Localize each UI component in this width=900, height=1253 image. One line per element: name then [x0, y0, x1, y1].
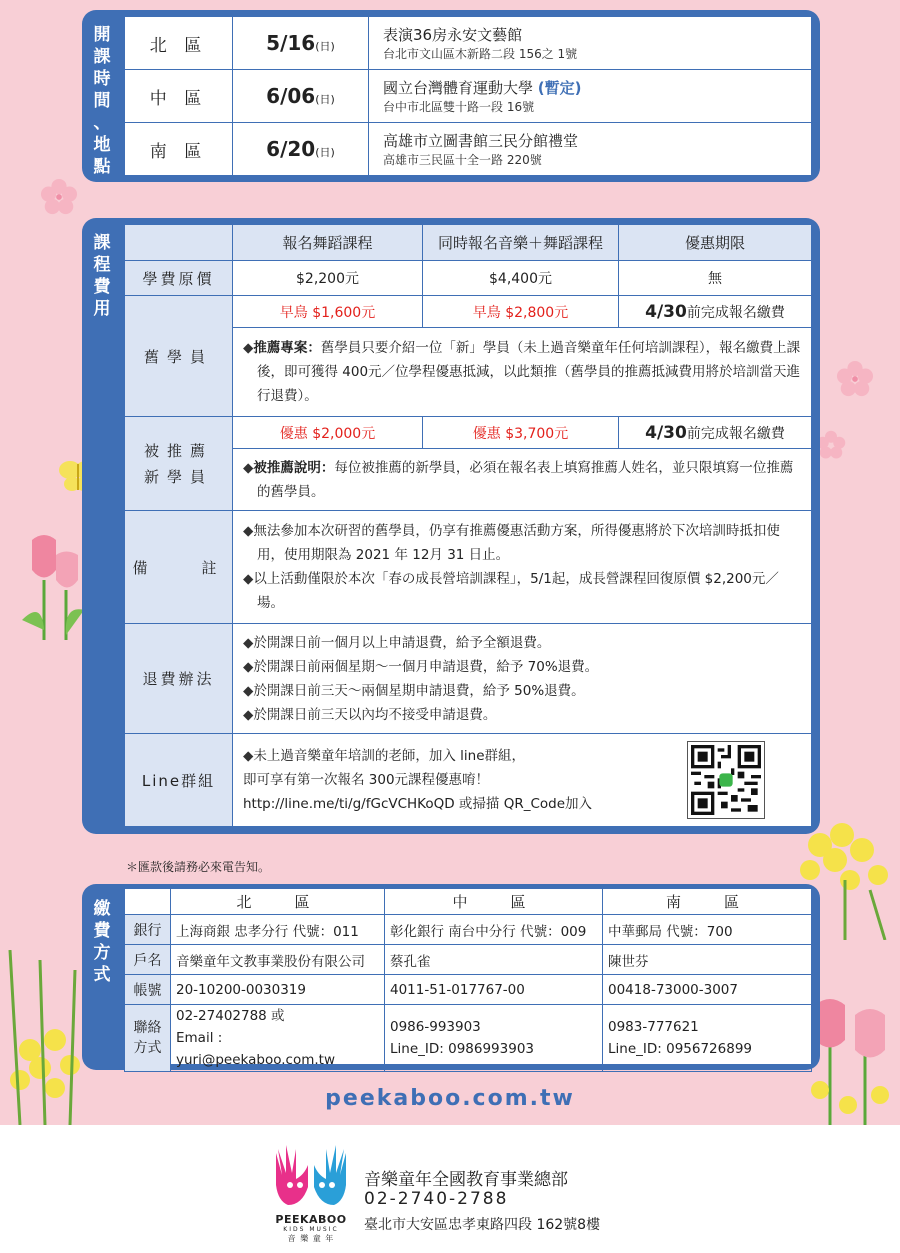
table-row — [125, 417, 812, 449]
table-row — [125, 915, 812, 945]
venue-cell: 國立台灣體育運動大學 (暫定) 台中市北區雙十路一段 16號 — [369, 70, 812, 123]
deadline-cell: 4/30前完成報名繳費 — [619, 417, 812, 449]
email-link[interactable]: Email : yuri@peekaboo.com.tw — [176, 1030, 335, 1068]
table-cell: 蔡孔雀 — [385, 945, 603, 975]
row-label: 備 註 — [125, 511, 233, 624]
note-cell: ◆被推薦說明：每位被推薦的新學員，必須在報名表上填寫推薦人姓名，並只限填寫一位推薦的舊學員。 — [233, 449, 812, 511]
column-header: 同時報名音樂＋舞蹈課程 — [423, 225, 619, 261]
line-group-cell: ◆未上過音樂童年培訓的老師，加入 line群組， 即可享有第一次報名 300元課程優惠唷！ http://line.me/ti/g/fGcVCHKoQD 或掃描 QR_Code加入 — [233, 734, 812, 827]
table-cell: 20-10200-0030319 — [171, 975, 385, 1005]
venue-cell: 高雄市立圖書館三民分館禮堂 高雄市三民區十全一路 220號 — [369, 123, 812, 176]
cherry-blossom-icon — [836, 360, 874, 398]
row-label: 聯絡 方式 — [125, 1005, 171, 1072]
org-phone: 02-2740-2788 — [364, 1189, 509, 1209]
tentative-label: (暫定) — [537, 79, 582, 97]
region-cell: 北 區 — [125, 17, 233, 70]
deadline-cell: 無 — [619, 261, 812, 296]
row-label: 學費原價 — [125, 261, 233, 296]
table-row — [125, 17, 812, 70]
table-row — [125, 734, 812, 827]
table-row — [125, 225, 812, 261]
date-cell: 5/16(日) — [233, 17, 369, 70]
row-label: 退費辦法 — [125, 624, 233, 734]
note-cell: ◆推薦專案：舊學員只要介紹一位「新」學員（未上過音樂童年任何培訓課程），報名繳費上課後，即可獲得 400元／位學程優惠抵減，以此類推（舊學員的推薦抵減費用將於培訓當天進行退費）。 — [233, 328, 812, 417]
fees-tab-label: 課 程 費 用 — [93, 233, 111, 319]
table-row — [125, 1005, 812, 1072]
footer — [0, 1125, 900, 1253]
price-cell: $2,200元 — [233, 261, 423, 296]
column-header: 報名舞蹈課程 — [233, 225, 423, 261]
region-cell: 中 區 — [125, 70, 233, 123]
table-cell: 4011-51-017767-00 — [385, 975, 603, 1005]
line-group-link[interactable]: http://line.me/ti/g/fGcVCHKoQD 或掃描 QR_Code加入 — [243, 796, 593, 812]
payment-tab-label: 繳 費 方 式 — [93, 899, 111, 985]
payment-panel — [82, 884, 820, 1070]
schedule-panel — [82, 10, 820, 182]
schedule-table — [124, 16, 812, 176]
row-label: 銀行 — [125, 915, 171, 945]
org-name: 音樂童年全國教育事業總部 — [364, 1170, 568, 1190]
qr-code-icon[interactable] — [687, 741, 765, 819]
table-cell: 02-27402788 或 Email : yuri@peekaboo.com.tw — [171, 1005, 385, 1072]
table-row — [125, 296, 812, 328]
price-cell: $4,400元 — [423, 261, 619, 296]
payment-table — [124, 888, 812, 1072]
table-row — [125, 889, 812, 915]
column-header: 北 區 — [171, 889, 385, 915]
region-cell: 南 區 — [125, 123, 233, 176]
row-label: Line群組 — [125, 734, 233, 827]
column-header: 中 區 — [385, 889, 603, 915]
hands-logo-icon — [268, 1135, 354, 1209]
remittance-remark: ＊匯款後請務必來電告知。 — [126, 860, 271, 874]
table-cell: 00418-73000-3007 — [603, 975, 812, 1005]
table-row — [125, 123, 812, 176]
venue-cell: 表演36房永安文藝館 台北市文山區木新路二段 156之 1號 — [369, 17, 812, 70]
note-cell: ◆無法參加本次研習的舊學員，仍享有推薦優惠活動方案，所得優惠將於下次培訓時抵扣使用，使用期限為 2021 年 12月 31 日止。 ◆以上活動僅限於本次「春の成長營培訓課程」，5/1起，成長營課程回復原價 $2,200元／場。 — [233, 511, 812, 624]
note-cell: ◆於開課日前一個月以上申請退費，給予全額退費。 ◆於開課日前兩個星期～一個月申請退費，給予 70%退費。 ◆於開課日前三天～兩個星期申請退費，給予 50%退費。 ◆於開課日前三天以內均不接受申請退費。 — [233, 624, 812, 734]
table-row — [125, 624, 812, 734]
row-label: 戶名 — [125, 945, 171, 975]
column-header: 南 區 — [603, 889, 812, 915]
table-row — [125, 945, 812, 975]
table-cell: 彰化銀行 南台中分行 代號：009 — [385, 915, 603, 945]
price-cell: 早鳥 $2,800元 — [423, 296, 619, 328]
deadline-cell: 4/30前完成報名繳費 — [619, 296, 812, 328]
price-cell: 優惠 $2,000元 — [233, 417, 423, 449]
row-label: 被推薦 新學員 — [125, 417, 233, 511]
table-row — [125, 511, 812, 624]
fees-table — [124, 224, 812, 827]
peekaboo-logo: PEEKABOO KIDS MUSIC 音 樂 童 年 — [268, 1135, 354, 1245]
table-row — [125, 261, 812, 296]
table-cell: 上海商銀 忠孝分行 代號：011 — [171, 915, 385, 945]
table-row — [125, 975, 812, 1005]
schedule-tab-label: 開 課 時 間 、 地 點 — [93, 25, 111, 177]
row-label: 舊學員 — [125, 296, 233, 417]
table-cell: 0983-777621 Line_ID: 0956726899 — [603, 1005, 812, 1072]
cherry-blossom-icon — [816, 430, 846, 460]
date-cell: 6/06(日) — [233, 70, 369, 123]
cherry-blossom-icon — [40, 178, 78, 216]
table-cell: 陳世芬 — [603, 945, 812, 975]
website-link[interactable]: peekaboo.com.tw — [325, 1086, 575, 1111]
table-cell: 音樂童年文教事業股份有限公司 — [171, 945, 385, 975]
price-cell: 優惠 $3,700元 — [423, 417, 619, 449]
table-cell: 中華郵局 代號：700 — [603, 915, 812, 945]
date-cell: 6/20(日) — [233, 123, 369, 176]
table-row — [125, 70, 812, 123]
price-cell: 早鳥 $1,600元 — [233, 296, 423, 328]
row-label: 帳號 — [125, 975, 171, 1005]
table-cell: 0986-993903 Line_ID: 0986993903 — [385, 1005, 603, 1072]
fees-panel — [82, 218, 820, 834]
org-address: 臺北市大安區忠孝東路四段 162號8樓 — [364, 1217, 601, 1233]
column-header: 優惠期限 — [619, 225, 812, 261]
